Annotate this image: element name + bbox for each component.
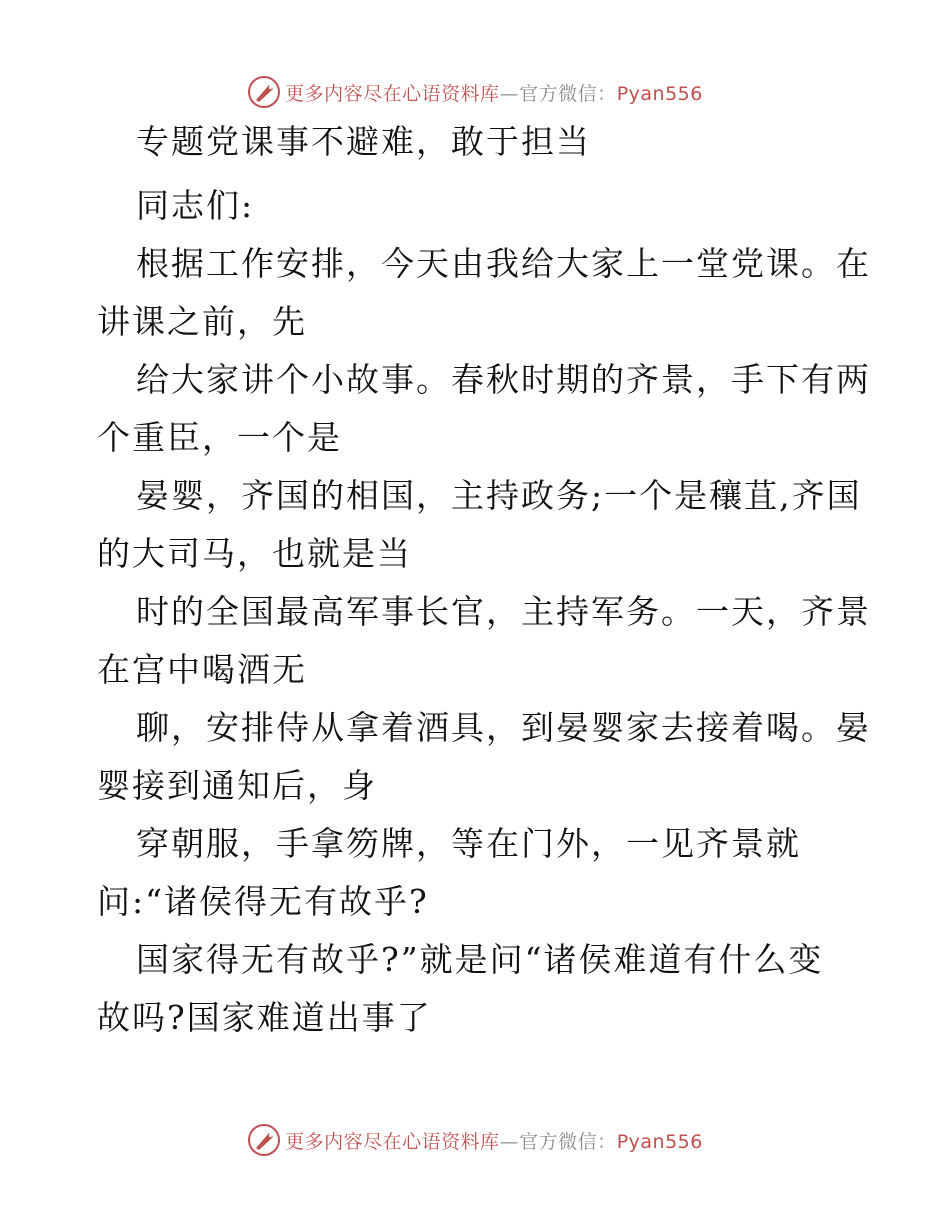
watermark-banner-bottom (0, 1120, 950, 1160)
text-line: 故吗?国家难道出事了 (97, 998, 432, 1037)
text-line: 晏婴，齐国的相国，主持政务;一个是穰苴,齐国 (136, 476, 862, 515)
text-line: 时的全国最高军事长官，主持军务。一天，齐景 (136, 592, 871, 631)
text-line: 聊，安排侍从拿着酒具，到晏婴家去接着喝。晏 (136, 708, 871, 747)
watermark-banner-top (0, 72, 950, 112)
text-line: 同志们: (136, 186, 255, 225)
watermark-wechat-id: Pyan556 (616, 1130, 703, 1153)
watermark-wechat-label: 官方微信： (519, 1130, 617, 1153)
watermark-site: 更多内容尽在心语资料库 (285, 82, 500, 105)
watermark-text (285, 79, 703, 106)
watermark-wechat-label: 官方微信： (519, 82, 617, 105)
watermark-text (285, 1127, 703, 1154)
text-line: 问:“诸侯得无有故乎? (97, 882, 429, 921)
watermark-site: 更多内容尽在心语资料库 (285, 1130, 500, 1153)
text-line: 讲课之前，先 (97, 302, 307, 341)
text-line: 国家得无有故乎?”就是问“诸侯难道有什么变 (136, 940, 824, 979)
watermark-separator: — (499, 1130, 520, 1153)
watermark-wechat-id: Pyan556 (616, 82, 703, 105)
text-line: 婴接到通知后，身 (97, 766, 377, 805)
pen-nib-logo-icon (247, 75, 281, 109)
text-line: 的大司马，也就是当 (97, 534, 412, 573)
text-line: 根据工作安排，今天由我给大家上一堂党课。在 (136, 244, 871, 283)
text-line: 给大家讲个小故事。春秋时期的齐景，手下有两 (136, 360, 871, 399)
watermark-separator: — (499, 82, 520, 105)
document-title: 专题党课事不避难，敢于担当 (136, 122, 591, 161)
text-line: 在宫中喝酒无 (97, 650, 307, 689)
pen-nib-logo-icon (247, 1123, 281, 1157)
text-line: 个重臣，一个是 (97, 418, 342, 457)
text-line: 穿朝服，手拿笏牌，等在门外，一见齐景就 (136, 824, 801, 863)
